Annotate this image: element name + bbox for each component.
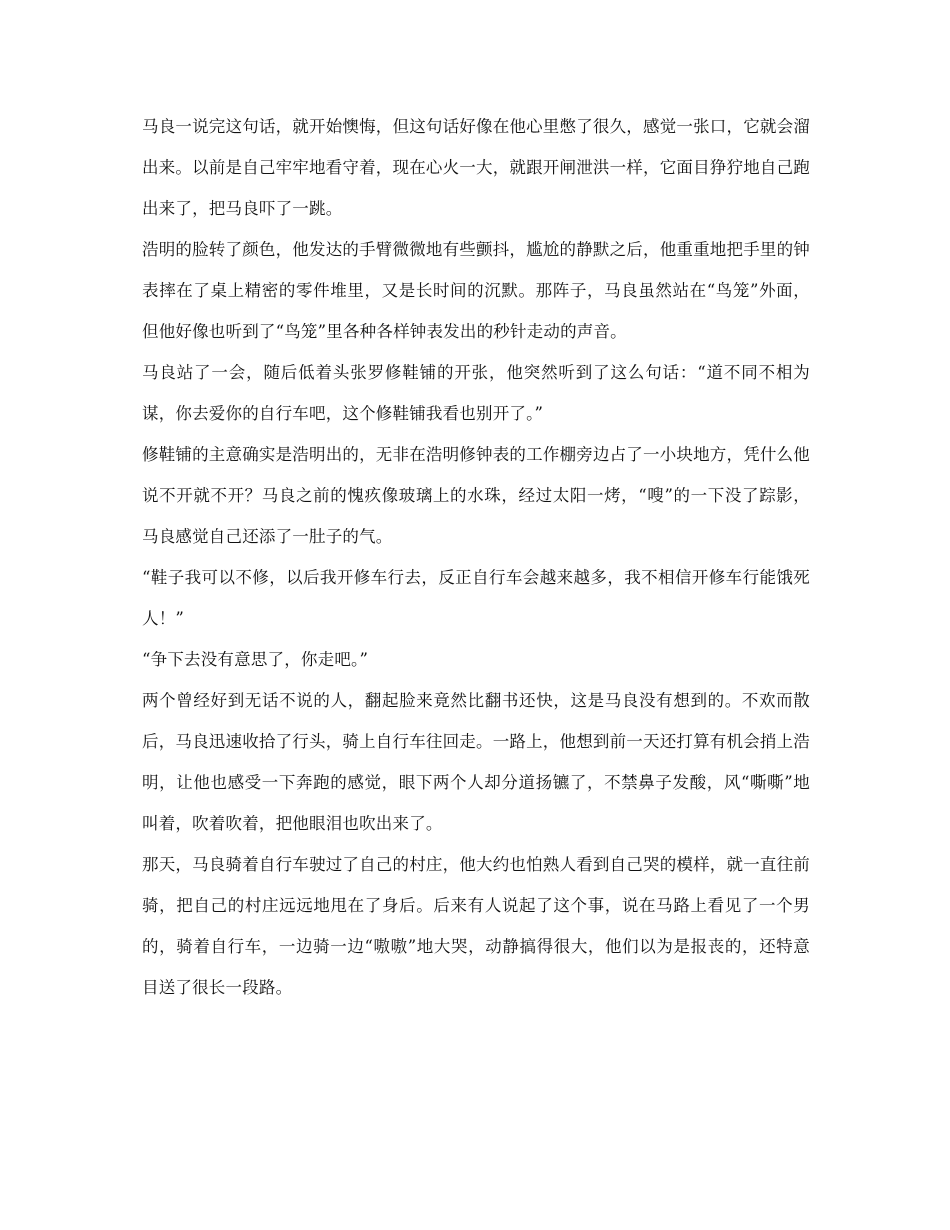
paragraph-8: 那天，马良骑着自行车驶过了自己的村庄，他大约也怕熟人看到自己哭的模样，就一直往前骑，把自己的村庄远远地甩在了身后。后来有人说起了这个事，说在马路上看见了一个男的，骑着自行车，一边骑一边“嗷嗷”地大哭，动静搞得很大，他们以为是报丧的，还特意目送了很长一段路。: [142, 855, 810, 997]
paragraph-4: 修鞋铺的主意确实是浩明出的，无非在浩明修钟表的工作棚旁边占了一小块地方，凭什么他说不开就不开？马良之前的愧疚像玻璃上的水珠，经过太阳一烤，“嗖”的一下没了踪影，马良感觉自己还添了一肚子的气。: [142, 445, 810, 546]
paragraph-3: 马良站了一会，随后低着头张罗修鞋铺的开张，他突然听到了这么句话：“道不同不相为谋，你去爱你的自行车吧，这个修鞋铺我看也别开了。”: [142, 363, 810, 423]
paragraph-6: “争下去没有意思了，你走吧。”: [142, 650, 369, 669]
paragraph-7: 两个曾经好到无话不说的人，翻起脸来竟然比翻书还快，这是马良没有想到的。不欢而散后，马良迅速收拾了行头，骑上自行车往回走。一路上，他想到前一天还打算有机会捎上浩明，让他也感受一下奔跑的感觉，眼下两个人却分道扬镳了，不禁鼻子发酸，风“嘶嘶”地叫着，吹着吹着，把他眼泪也吹出来了。: [142, 691, 810, 833]
paragraph-2: 浩明的脸转了颜色，他发达的手臂微微地有些颤抖，尴尬的静默之后，他重重地把手里的钟表摔在了桌上精密的零件堆里，又是长时间的沉默。那阵子，马良虽然站在“鸟笼”外面，但他好像也听到了“鸟笼”里各种各样钟表发出的秒针走动的声音。: [142, 240, 810, 341]
document-body: [142, 106, 810, 1008]
paragraph-1: 马良一说完这句话，就开始懊悔，但这句话好像在他心里憋了很久，感觉一张口，它就会溜出来。以前是自己牢牢地看守着，现在心火一大，就跟开闸泄洪一样，它面目狰狞地自己跑出来了，把马良吓了一跳。: [142, 117, 810, 218]
paragraph-5: “鞋子我可以不修，以后我开修车行去，反正自行车会越来越多，我不相信开修车行能饿死人！”: [142, 568, 810, 628]
